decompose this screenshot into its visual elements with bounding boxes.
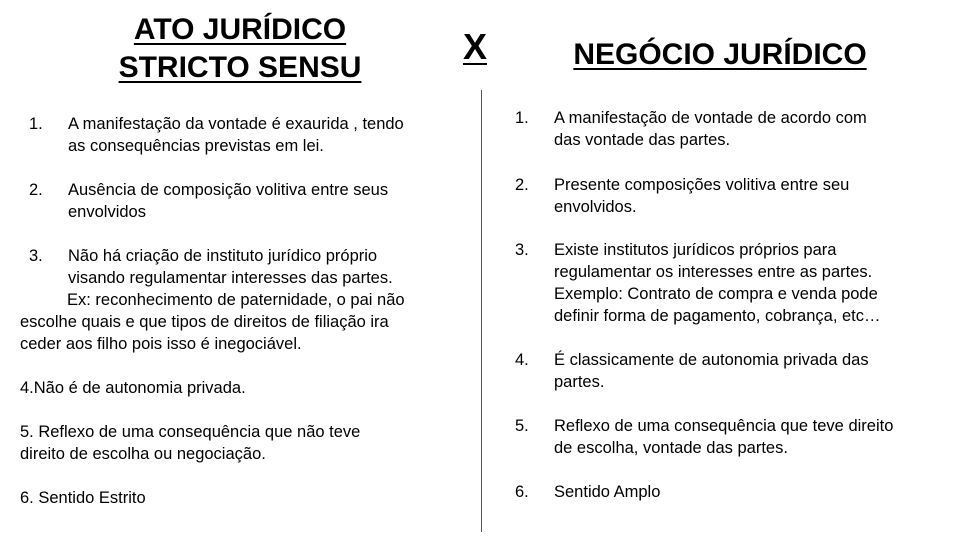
right-item5-line1: Reflexo de uma consequência que teve direito <box>554 417 894 435</box>
left-item3-line2: visando regulamentar interesses das partes. <box>68 269 393 287</box>
left-title <box>90 11 390 87</box>
left-item3-line4: escolhe quais e que tipos de direitos de filiação ira <box>20 313 389 331</box>
left-item5-line1: 5. Reflexo de uma consequência que não teve <box>20 423 361 441</box>
right-item1-line2: das vontade das partes. <box>554 131 731 149</box>
left-item2-line1: Ausência de composição volitiva entre seus <box>68 181 389 199</box>
right-item4-line2: partes. <box>554 373 605 391</box>
right-item5-line2: de escolha, vontade das partes. <box>554 439 788 457</box>
right-item4-number: 4. <box>515 351 529 369</box>
right-item2-line2: envolvidos. <box>554 198 637 216</box>
right-item5-number: 5. <box>515 417 529 435</box>
right-item3-line3: Exemplo: Contrato de compra e venda pode <box>554 285 878 303</box>
column-divider <box>481 90 482 532</box>
left-item1-number: 1. <box>29 115 43 133</box>
right-item6-number: 6. <box>515 483 529 501</box>
left-item4: 4.Não é de autonomia privada. <box>20 379 246 397</box>
left-item6: 6. Sentido Estrito <box>20 489 146 507</box>
right-title: NEGÓCIO JURÍDICO <box>573 38 867 71</box>
left-item3-line3: Ex: reconhecimento de paternidade, o pai não <box>67 291 405 309</box>
left-item1-line2: as consequências previstas em lei. <box>68 137 324 155</box>
right-item6-line1: Sentido Amplo <box>554 483 661 501</box>
left-title-line1: ATO JURÍDICO <box>133 13 347 46</box>
left-item3-line1: Não há criação de instituto jurídico próprio <box>68 247 378 265</box>
right-item1-line1: A manifestação de vontade de acordo com <box>554 109 867 127</box>
right-item3-line1: Existe institutos jurídicos próprios para <box>554 241 837 259</box>
right-item2-number: 2. <box>515 176 529 194</box>
left-item2-number: 2. <box>29 181 43 199</box>
right-item1-number: 1. <box>515 109 529 127</box>
right-item3-line4: definir forma de pagamento, cobrança, etc… <box>554 307 881 325</box>
versus-mark: X <box>462 26 487 67</box>
left-title-line2: STRICTO SENSU <box>118 51 362 84</box>
left-item3-number: 3. <box>29 247 43 265</box>
left-item1-line1: A manifestação da vontade é exaurida , tendo <box>68 115 404 133</box>
right-item3-number: 3. <box>515 241 529 259</box>
left-item3-line5: ceder aos filho pois isso é inegociável. <box>20 335 302 353</box>
left-item2-line2: envolvidos <box>68 203 146 221</box>
right-item4-line1: É classicamente de autonomia privada das <box>554 351 869 369</box>
right-item3-line2: regulamentar os interesses entre as partes. <box>554 263 873 281</box>
right-item2-line1: Presente composições volitiva entre seu <box>554 176 850 194</box>
left-item5-line2: direito de escolha ou negociação. <box>20 445 266 463</box>
